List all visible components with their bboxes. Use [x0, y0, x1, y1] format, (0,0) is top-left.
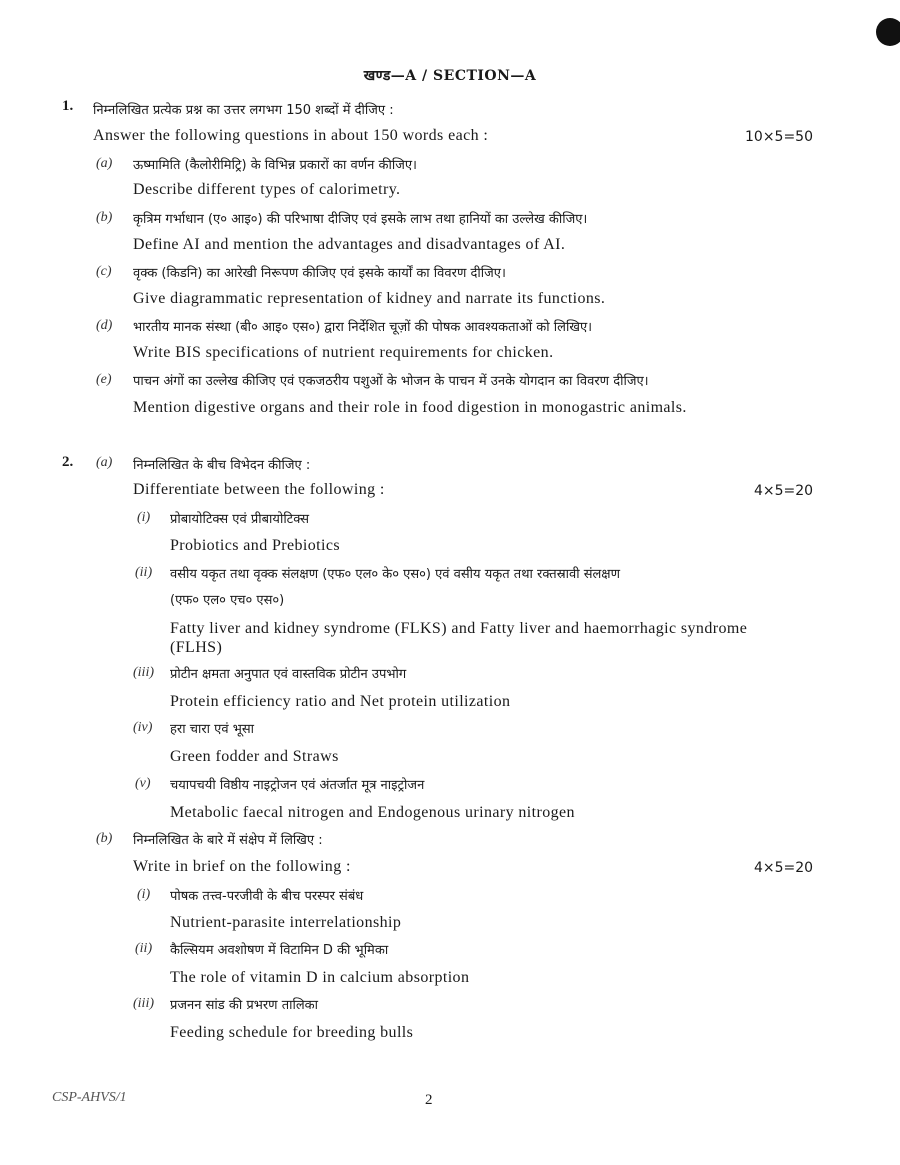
q2b-item-ii-label: (ii)	[135, 941, 153, 956]
q1-part-a-english: Describe different types of calorimetry.	[133, 181, 401, 198]
q2a-item-v-hindi: चयापचयी विष्ठीय नाइट्रोजन एवं अंतर्जात मूत्र नाइट्रोजन	[170, 778, 425, 793]
q2-part-a-hindi: निम्नलिखित के बीच विभेदन कीजिए :	[133, 458, 311, 473]
q2b-item-ii-hindi: कैल्सियम अवशोषण में विटामिन D की भूमिका	[170, 943, 389, 958]
q2a-item-ii-hindi-continued: (एफ० एल० एच० एस०)	[170, 593, 285, 608]
corner-punch-mark	[876, 18, 900, 46]
q2b-item-iii-hindi: प्रजनन सांड की प्रभरण तालिका	[170, 998, 319, 1013]
q2a-item-i-english: Probiotics and Prebiotics	[170, 537, 340, 554]
q2b-item-i-english: Nutrient-parasite interrelationship	[170, 914, 402, 931]
q2a-item-iv-hindi: हरा चारा एवं भूसा	[170, 722, 255, 737]
q1-part-a-label: (a)	[96, 156, 113, 171]
q1-part-b-hindi: कृत्रिम गर्भाधान (ए० आइ०) की परिभाषा दीजिए एवं इसके लाभ तथा हानियों का उल्लेख कीजिए।	[133, 212, 588, 227]
q2a-item-ii-hindi: वसीय यकृत तथा वृक्क संलक्षण (एफ० एल० के० एस०) एवं वसीय यकृत तथा रक्तस्रावी संलक्षण	[170, 567, 621, 582]
q2a-item-iv-label: (iv)	[133, 720, 153, 735]
q2-part-a-label: (a)	[96, 455, 113, 470]
q2b-item-i-label: (i)	[137, 887, 151, 902]
q1-part-b-english: Define AI and mention the advantages and disadvantages of AI.	[133, 236, 566, 253]
question-1-number: 1.	[62, 98, 74, 114]
q1-part-a-hindi: ऊष्मामिति (कैलोरीमिट्रि) के विभिन्न प्रकारों का वर्णन कीजिए।	[133, 158, 417, 173]
q2a-item-v-label: (v)	[135, 776, 151, 791]
paper-code: CSP-AHVS/1	[52, 1090, 127, 1105]
question-1-english: Answer the following questions in about 150 words each :	[93, 127, 489, 144]
section-title: खण्ड—A / SECTION—A	[363, 68, 537, 84]
question-1-hindi: निम्नलिखित प्रत्येक प्रश्न का उत्तर लगभग 150 शब्दों में दीजिए :	[93, 103, 394, 118]
q2a-item-iv-english: Green fodder and Straws	[170, 748, 339, 765]
page-number: 2	[425, 1092, 433, 1108]
q2b-item-iii-english: Feeding schedule for breeding bulls	[170, 1024, 414, 1041]
q2-part-b-english: Write in brief on the following :	[133, 858, 351, 875]
q1-part-e-label: (e)	[96, 372, 112, 387]
q1-part-d-label: (d)	[96, 318, 113, 333]
q2b-item-iii-label: (iii)	[133, 996, 154, 1011]
q2a-item-iii-label: (iii)	[133, 665, 154, 680]
q2b-item-i-hindi: पोषक तत्त्व-परजीवी के बीच परस्पर संबंध	[170, 889, 364, 904]
q2b-item-ii-english: The role of vitamin D in calcium absorption	[170, 969, 470, 986]
q2a-item-iii-hindi: प्रोटीन क्षमता अनुपात एवं वास्तविक प्रोटीन उपभोग	[170, 667, 407, 682]
q1-part-b-label: (b)	[96, 210, 113, 225]
q2-part-a-marks: 4×5=20	[754, 483, 814, 499]
q1-part-c-hindi: वृक्क (किडनि) का आरेखी निरूपण कीजिए एवं इसके कार्यों का विवरण दीजिए।	[133, 266, 506, 281]
q2-part-b-marks: 4×5=20	[754, 860, 814, 876]
q2a-item-ii-english: Fatty liver and kidney syndrome (FLKS) and Fatty liver and haemorrhagic syndrome (FLHS)	[170, 620, 748, 656]
q1-part-c-english: Give diagrammatic representation of kidney and narrate its functions.	[133, 290, 606, 307]
q1-part-e-hindi: पाचन अंगों का उल्लेख कीजिए एवं एकजठरीय पशुओं के भोजन के पाचन में उनके योगदान का विवरण दीजिए।	[133, 374, 649, 389]
q1-part-d-hindi: भारतीय मानक संस्था (बी० आइ० एस०) द्वारा निर्देशित चूज़ों की पोषक आवश्यकताओं को लिखिए।	[133, 320, 593, 335]
q1-part-e-english: Mention digestive organs and their role in food digestion in monogastric animals.	[133, 399, 687, 416]
q2a-item-i-label: (i)	[137, 510, 151, 525]
question-2-number: 2.	[62, 454, 74, 470]
q1-part-c-label: (c)	[96, 264, 112, 279]
question-1-marks: 10×5=50	[745, 129, 813, 145]
q2a-item-i-hindi: प्रोबायोटिक्स एवं प्रीबायोटिक्स	[170, 512, 310, 527]
q2-part-b-hindi: निम्नलिखित के बारे में संक्षेप में लिखिए :	[133, 833, 323, 848]
q2a-item-ii-label: (ii)	[135, 565, 153, 580]
q2-part-b-label: (b)	[96, 831, 113, 846]
q2a-item-v-english: Metabolic faecal nitrogen and Endogenous urinary nitrogen	[170, 804, 575, 821]
q2-part-a-english: Differentiate between the following :	[133, 481, 385, 498]
q1-part-d-english: Write BIS specifications of nutrient requirements for chicken.	[133, 344, 554, 361]
q2a-item-iii-english: Protein efficiency ratio and Net protein utilization	[170, 693, 511, 710]
